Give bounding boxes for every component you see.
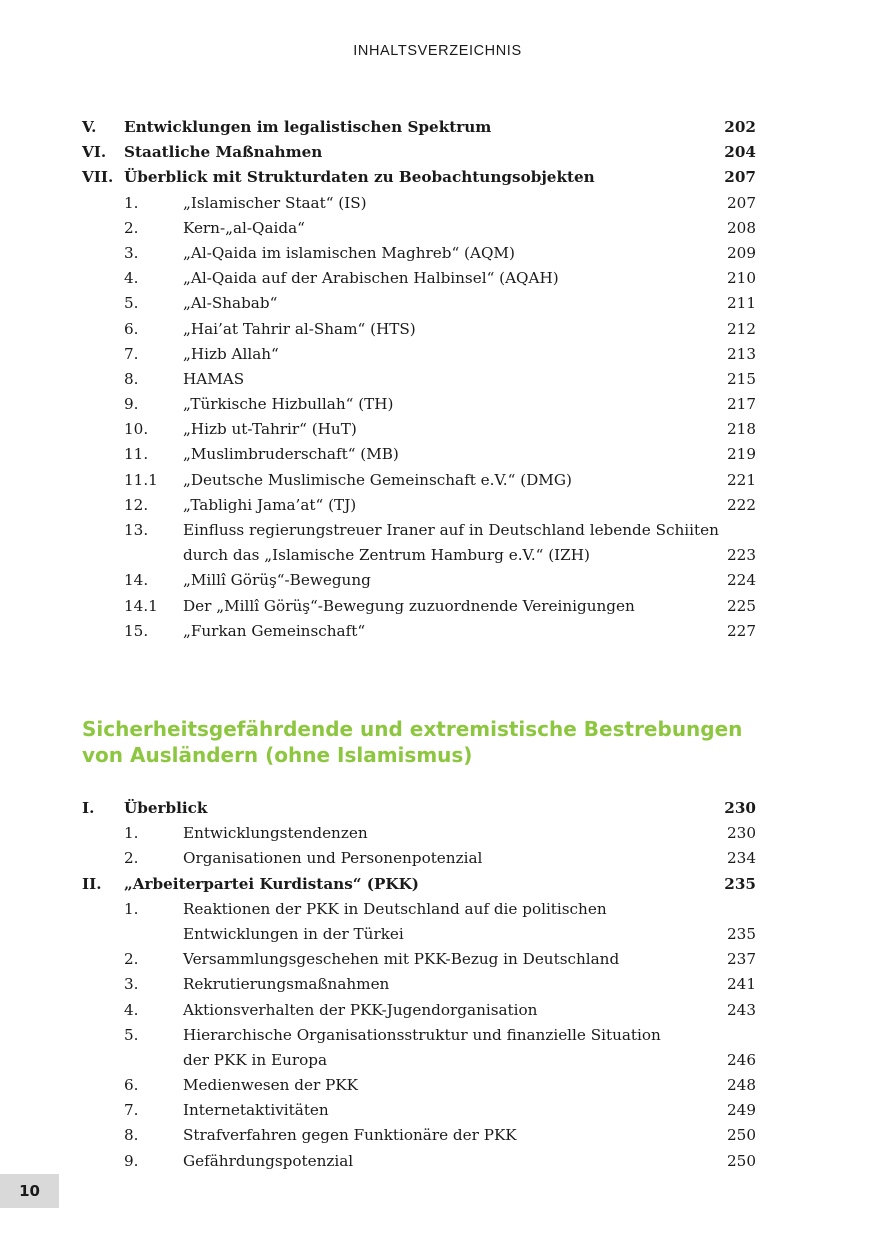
toc-entry-number: VII. <box>82 168 114 187</box>
toc-entry-page: 222 <box>727 495 756 514</box>
toc-entry-number: 14. <box>124 571 149 590</box>
toc-entry-page: 243 <box>727 1000 756 1019</box>
toc-entry-page: 250 <box>727 1151 756 1170</box>
toc-entry-title: HAMAS <box>183 369 245 388</box>
toc-entry-title: Der „Millî Görüş“-Bewegung zuzuordnende Vereinigungen <box>183 596 635 615</box>
toc-entry-page: 221 <box>727 470 756 489</box>
toc-entry-title: Kern-„al-Qaida“ <box>183 218 305 237</box>
toc-entry-row <box>82 367 756 392</box>
toc-entry-row <box>82 821 756 846</box>
toc-entry-row <box>82 1098 756 1123</box>
toc-entry-page: 211 <box>727 294 756 313</box>
toc-entry-page: 230 <box>724 799 756 817</box>
toc-entry-row <box>82 518 756 543</box>
toc-entry-title: „Tablighi Jama’at“ (TJ) <box>183 495 357 514</box>
toc-chapter-row <box>82 115 756 140</box>
toc-entry-page: 209 <box>727 243 756 262</box>
toc-entry-row <box>82 241 756 266</box>
toc-entry-number: 4. <box>124 269 139 288</box>
toc-entry-row <box>82 442 756 467</box>
toc-entry-row <box>82 1048 756 1073</box>
toc-entry-row <box>82 342 756 367</box>
toc-entry-row <box>82 1149 756 1174</box>
toc-entry-title: durch das „Islamische Zentrum Hamburg e.V.“ (IZH) <box>183 546 590 565</box>
toc-entry-title: „Arbeiterpartei Kurdistans“ (PKK) <box>124 874 419 893</box>
page-header: INHALTSVERZEICHNIS <box>353 43 522 59</box>
toc-entry-page: 212 <box>727 319 756 338</box>
toc-entry-row <box>82 317 756 342</box>
toc-entry-number: 14.1 <box>124 596 158 615</box>
toc-entry-title: Reaktionen der PKK in Deutschland auf die politischen <box>183 899 607 918</box>
toc-entry-page: 227 <box>727 621 756 640</box>
toc-entry-row <box>82 417 756 442</box>
toc-entry-title: Entwicklungstendenzen <box>183 824 368 843</box>
toc-entry-row <box>82 1123 756 1148</box>
toc-entry-number: VI. <box>82 143 107 162</box>
toc-chapter-row <box>82 796 756 821</box>
toc-entry-title: „Hai’at Tahrir al-Sham“ (HTS) <box>183 319 416 338</box>
toc-entry-page: 230 <box>727 824 756 843</box>
toc-entry-number: 8. <box>124 1126 139 1145</box>
toc-entry-title: Entwicklungen im legalistischen Spektrum <box>124 118 492 136</box>
toc-entry-number: 6. <box>124 319 139 338</box>
toc-entry-row <box>82 266 756 291</box>
toc-entry-title: „Hizb Allah“ <box>183 344 279 363</box>
toc-entry-page: 223 <box>727 546 756 565</box>
toc-entry-row <box>82 493 756 518</box>
toc-entry-page: 207 <box>727 193 756 212</box>
toc-entry-title: Organisationen und Personenpotenzial <box>183 849 483 868</box>
page-number: 10 <box>0 1174 59 1208</box>
toc-entry-title: Strafverfahren gegen Funktionäre der PKK <box>183 1126 517 1145</box>
toc-entry-page: 225 <box>727 596 756 615</box>
toc-entry-page: 202 <box>724 118 756 136</box>
toc-entry-title: Überblick mit Strukturdaten zu Beobachtungsobjekten <box>124 168 595 187</box>
toc-entry-title: Einfluss regierungstreuer Iraner auf in Deutschland lebende Schiiten <box>183 521 719 539</box>
toc-entry-page: 217 <box>727 395 756 414</box>
toc-entry-row <box>82 568 756 593</box>
toc-entry-title: Internetaktivitäten <box>183 1101 329 1120</box>
toc-entry-page: 237 <box>727 950 756 969</box>
toc-entry-number: 5. <box>124 1025 139 1044</box>
toc-entry-title: „Al-Shabab“ <box>183 294 278 313</box>
toc-entry-title: Versammlungsgeschehen mit PKK-Bezug in Deutschland <box>183 950 620 969</box>
toc-entry-number: 9. <box>124 395 139 414</box>
toc-entry-row <box>82 846 756 871</box>
toc-entry-number: 6. <box>124 1076 139 1095</box>
toc-entry-number: I. <box>82 799 95 817</box>
toc-entry-page: 224 <box>727 571 756 590</box>
toc-entry-title: Staatliche Maßnahmen <box>124 143 323 162</box>
toc-entry-page: 235 <box>727 924 756 943</box>
section-heading <box>82 716 782 768</box>
toc-entry-row <box>82 972 756 997</box>
toc-entry-row <box>82 947 756 972</box>
toc-entry-page: 215 <box>727 369 756 388</box>
toc-entry-row <box>82 216 756 241</box>
toc-entry-row <box>82 468 756 493</box>
toc-entry-title: Überblick <box>124 799 208 817</box>
toc-entry-page: 250 <box>727 1126 756 1145</box>
toc-entry-number: 7. <box>124 344 139 363</box>
toc-entry-title: „Millî Görüş“-Bewegung <box>183 571 371 590</box>
toc-chapter-row <box>82 872 756 897</box>
toc-entry-row <box>82 619 756 644</box>
toc-entry-row <box>82 1023 756 1048</box>
toc-entry-number: 3. <box>124 243 139 262</box>
toc-entry-row <box>82 1073 756 1098</box>
toc-entry-title: Medienwesen der PKK <box>183 1076 358 1095</box>
toc-entry-number: 11. <box>124 445 149 464</box>
toc-entry-page: 248 <box>727 1076 756 1095</box>
toc-entry-page: 207 <box>724 168 756 187</box>
toc-entry-title: „Al-Qaida im islamischen Maghreb“ (AQM) <box>183 243 515 262</box>
toc-chapter-row <box>82 140 756 165</box>
toc-entry-number: 4. <box>124 1000 139 1019</box>
toc-entry-row <box>82 392 756 417</box>
toc-entry-number: 1. <box>124 899 139 918</box>
toc-entry-number: 5. <box>124 294 139 313</box>
toc-entry-number: 1. <box>124 193 139 212</box>
toc-entry-title: „Deutsche Muslimische Gemeinschaft e.V.“ (DMG) <box>183 470 572 489</box>
toc-entry-title: „Türkische Hizbullah“ (TH) <box>183 395 394 414</box>
toc-entry-page: 241 <box>727 975 756 994</box>
toc-entry-number: 15. <box>124 621 149 640</box>
toc-entry-number: 11.1 <box>124 470 158 489</box>
table-of-contents-part-1 <box>82 115 756 644</box>
toc-chapter-row <box>82 165 756 190</box>
toc-entry-title: Hierarchische Organisationsstruktur und finanzielle Situation <box>183 1025 661 1044</box>
toc-entry-title: Aktionsverhalten der PKK-Jugendorganisation <box>183 1000 538 1019</box>
toc-entry-page: 234 <box>727 849 756 868</box>
toc-entry-number: 13. <box>124 521 149 539</box>
toc-entry-number: 7. <box>124 1101 139 1120</box>
toc-entry-page: 249 <box>727 1101 756 1120</box>
toc-entry-number: 2. <box>124 950 139 969</box>
toc-entry-title: der PKK in Europa <box>183 1050 328 1069</box>
toc-entry-title: „Islamischer Staat“ (IS) <box>183 193 367 212</box>
toc-entry-number: 10. <box>124 420 149 439</box>
toc-entry-row <box>82 897 756 922</box>
toc-entry-number: 9. <box>124 1151 139 1170</box>
toc-entry-page: 208 <box>727 218 756 237</box>
toc-entry-row <box>82 543 756 568</box>
toc-entry-row <box>82 191 756 216</box>
toc-entry-page: 210 <box>727 269 756 288</box>
toc-entry-page: 235 <box>724 874 756 893</box>
toc-entry-title: „Al-Qaida auf der Arabischen Halbinsel“ (AQAH) <box>183 269 559 288</box>
table-of-contents-part-2 <box>82 796 756 1174</box>
toc-entry-number: 12. <box>124 495 149 514</box>
toc-entry-number: V. <box>82 118 97 136</box>
toc-entry-title: „Muslimbruderschaft“ (MB) <box>183 445 399 464</box>
toc-entry-title: Gefährdungspotenzial <box>183 1151 354 1170</box>
toc-entry-page: 219 <box>727 445 756 464</box>
toc-entry-page: 218 <box>727 420 756 439</box>
toc-entry-title: Entwicklungen in der Türkei <box>183 924 404 943</box>
toc-entry-number: 3. <box>124 975 139 994</box>
toc-entry-page: 204 <box>724 143 756 162</box>
section-heading-line-2: von Ausländern (ohne Islamismus) <box>82 743 473 767</box>
toc-entry-row <box>82 922 756 947</box>
toc-entry-title: „Hizb ut-Tahrir“ (HuT) <box>183 420 357 439</box>
toc-entry-number: 2. <box>124 849 139 868</box>
toc-entry-row <box>82 291 756 316</box>
toc-entry-title: „Furkan Gemeinschaft“ <box>183 621 366 640</box>
toc-entry-page: 246 <box>727 1050 756 1069</box>
toc-entry-page: 213 <box>727 344 756 363</box>
toc-entry-number: 8. <box>124 369 139 388</box>
toc-entry-number: 2. <box>124 218 139 237</box>
toc-entry-row <box>82 594 756 619</box>
toc-entry-row <box>82 998 756 1023</box>
section-heading-line-1: Sicherheitsgefährdende und extremistische Bestrebungen <box>82 717 743 741</box>
toc-entry-title: Rekrutierungsmaßnahmen <box>183 975 390 994</box>
toc-entry-number: 1. <box>124 824 139 843</box>
toc-entry-number: II. <box>82 874 102 893</box>
